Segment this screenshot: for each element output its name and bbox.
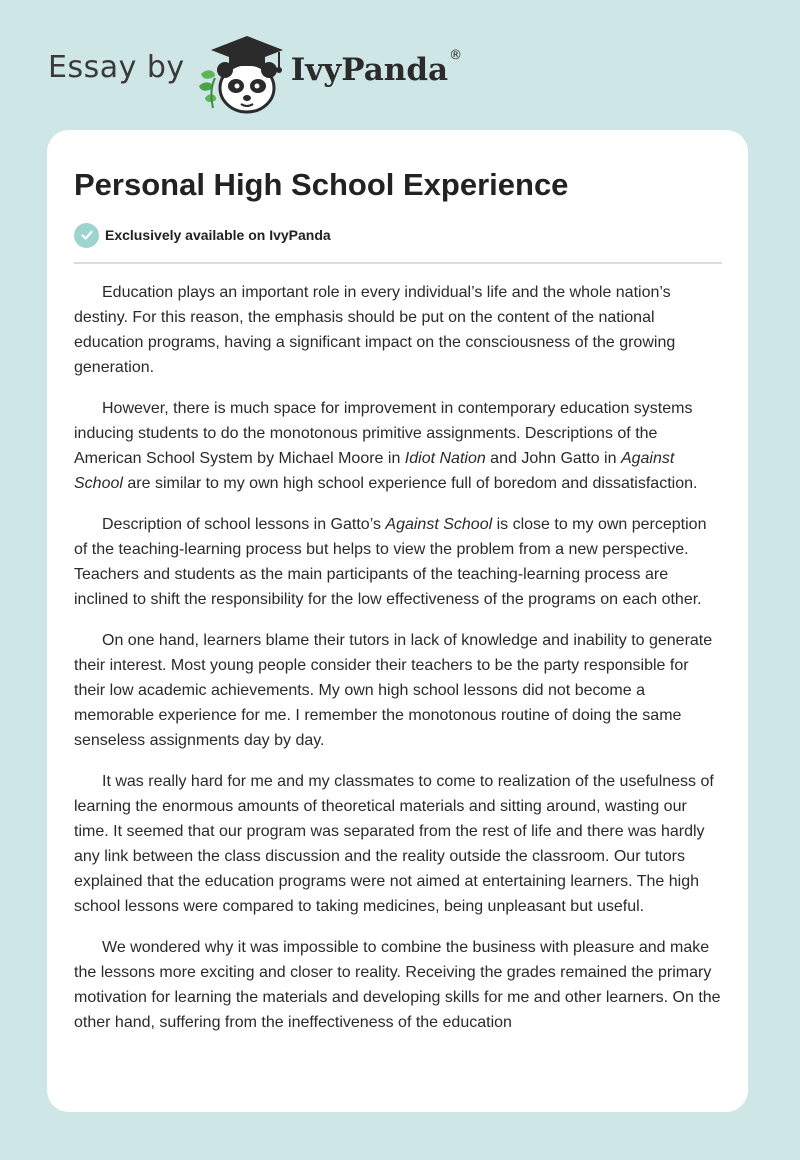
work-title: Idiot Nation xyxy=(404,450,486,467)
brand-name[interactable]: IvyPanda® xyxy=(290,47,463,88)
divider xyxy=(74,262,722,264)
article-paragraph xyxy=(74,396,722,496)
essay-card xyxy=(47,130,748,1112)
paragraph-text: and John Gatto in xyxy=(485,450,621,467)
article-body xyxy=(74,280,722,1035)
article-paragraph xyxy=(74,512,722,612)
ivy-leaf-icon xyxy=(199,70,216,108)
article-paragraph xyxy=(74,280,722,380)
paragraph-text: We wondered why it was impossible to combine the business with pleasure and make the lessons more exciting and closer to reality. Receiving the grades remained the primary motivation for learning the materials and developing skills for me and other learners. On the other hand, suffering from the ineffectiveness of the education xyxy=(74,939,721,1031)
paragraph-text: Education plays an important role in every individual’s life and the whole nation’s destiny. For this reason, the emphasis should be put on the content of the national education programs, having a significant impact on the consciousness of the growing generation. xyxy=(74,284,676,376)
article-paragraph xyxy=(74,935,722,1035)
paragraph-text: However, there is much space for improvement in contemporary education systems inducing students to do the monotonous primitive assignments. Descriptions of the American School System by Michael Moore in xyxy=(74,400,693,467)
page-title: Personal High School Experience xyxy=(74,167,569,202)
paragraph-text: Description of school lessons in Gatto’s xyxy=(102,516,386,533)
check-icon xyxy=(74,223,99,248)
essay-by-label: Essay by xyxy=(48,49,185,85)
paragraph-text: is close to my own perception of the teaching-learning process but helps to view the problem from a new perspective. Teachers and students as the main participants of the teaching-learning process are inclined to shift the responsibility for the low effectiveness of the programs on each other. xyxy=(74,516,707,608)
work-title: Against School xyxy=(385,516,493,533)
work-title: Against School xyxy=(74,450,675,492)
exclusive-badge xyxy=(74,222,722,248)
exclusive-badge-label: Exclusively available on IvyPanda xyxy=(105,227,331,243)
site-header xyxy=(48,28,462,118)
registered-mark: ® xyxy=(449,47,463,63)
article-paragraph xyxy=(74,628,722,753)
paragraph-text: It was really hard for me and my classmates to come to realization of the usefulness of learning the enormous amounts of theoretical materials and sitting around, wasting our time. It seemed that our program was separated from the rest of life and there was hardly any link between the class discussion and the reality outside the classroom. Our tutors explained that the education programs were not aimed at entertaining learners. The high school lessons were compared to taking medicines, being unpleasant but useful. xyxy=(74,773,714,915)
paragraph-text: are similar to my own high school experience full of boredom and dissatisfaction. xyxy=(122,475,698,492)
article-paragraph xyxy=(74,769,722,919)
panda-graduate-logo-icon[interactable] xyxy=(195,30,289,116)
paragraph-text: On one hand, learners blame their tutors in lack of knowledge and inability to generate their interest. Most young people consider their teachers to be the party responsible for their low academic achievements. My own high school lessons did not become a memorable experience for me. I remember the monotonous routine of doing the same senseless assignments day by day. xyxy=(74,632,713,749)
